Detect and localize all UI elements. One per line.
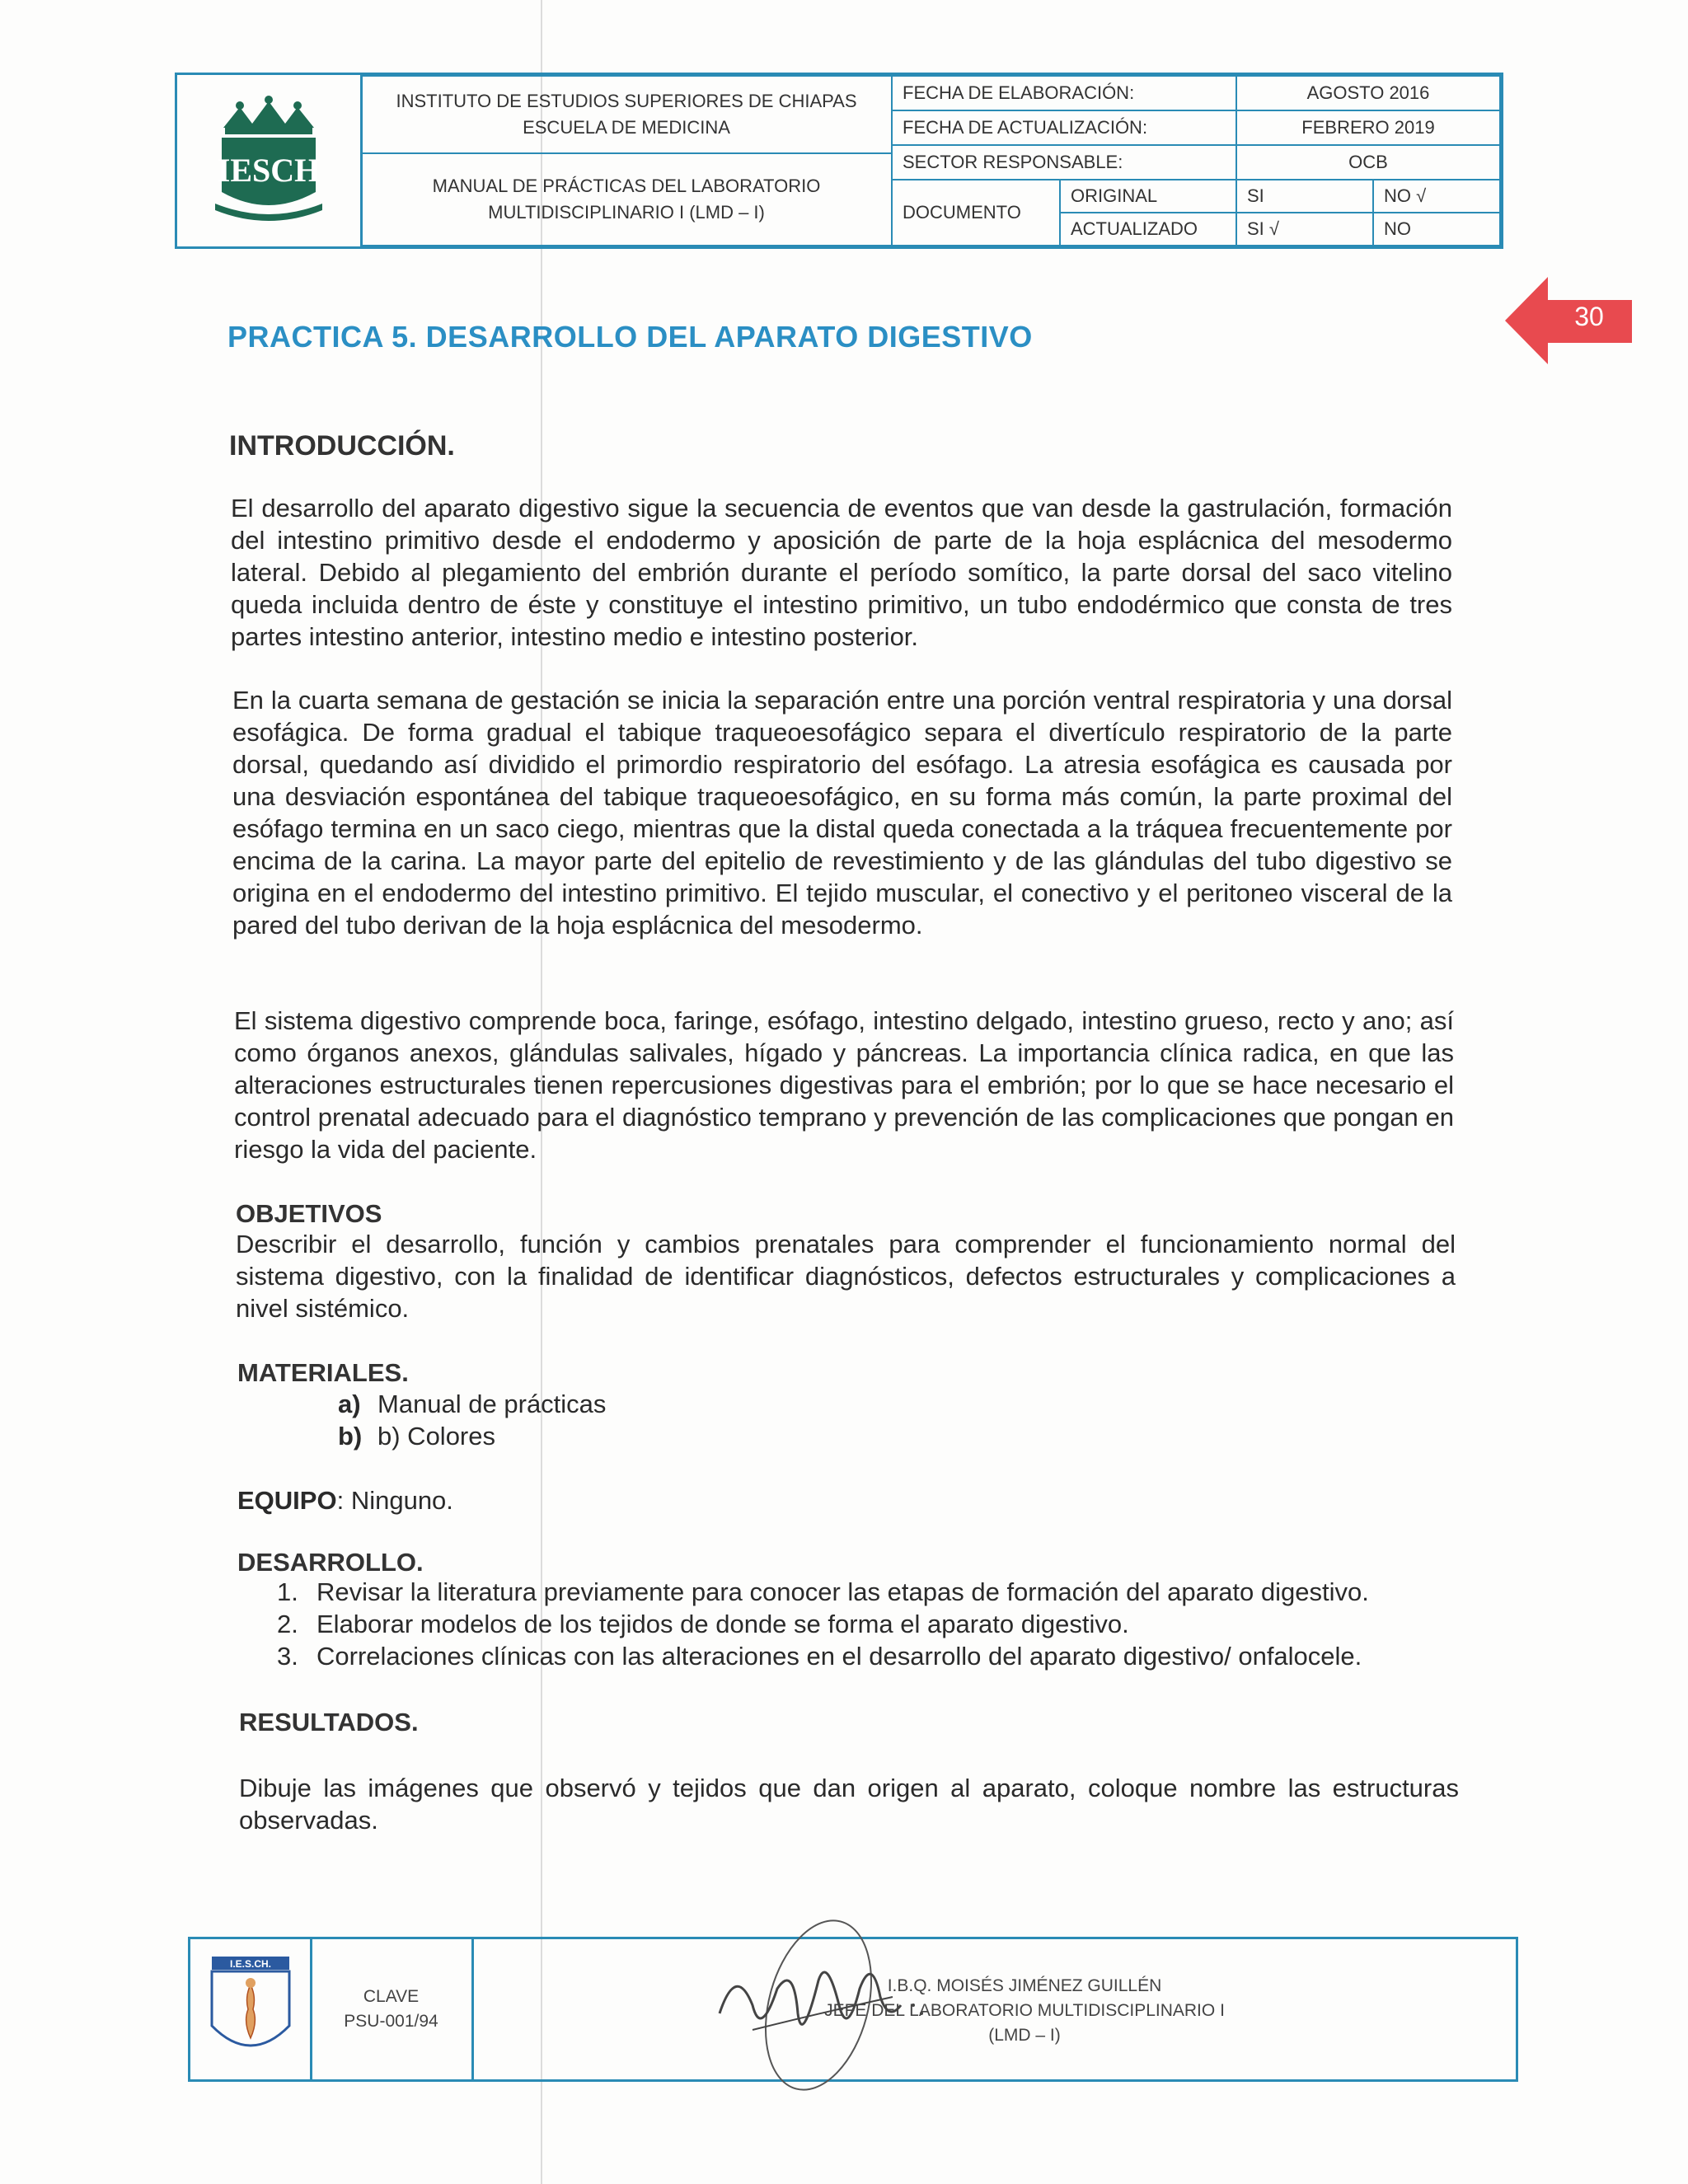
sector-value: OCB xyxy=(1236,144,1501,180)
svg-text:IESCH: IESCH xyxy=(217,152,321,189)
footer-seal-cell xyxy=(190,1939,312,2079)
documento-label: DOCUMENTO xyxy=(891,179,1061,246)
institution-seal-icon xyxy=(205,1952,296,2067)
clave-value: PSU-001/94 xyxy=(344,2012,438,2031)
equipo-line: EQUIPO: Ninguno. xyxy=(237,1486,453,1515)
desarrollo-heading: DESARROLLO. xyxy=(237,1548,424,1577)
intro-paragraph-1: El desarrollo del aparato digestivo sigue la secuencia de eventos que van desde la gastrulación, formación del intestino primitivo desde el endodermo y aposición de parte de la hoja esplácnica del mesodermo lateral. Debido al plegamiento del embrión durante el período somítico, la parte dorsal del saco vitelino queda incluida dentro de éste y constituye el intestino primitivo, un tubo endodérmico que consta de tres partes intestino anterior, intestino medio e intestino posterior. xyxy=(231,494,1452,651)
institution-name: INSTITUTO DE ESTUDIOS SUPERIORES DE CHIAPAS xyxy=(396,91,857,111)
actualizado-no: NO xyxy=(1372,212,1501,246)
intro-paragraph-2: En la cuarta semana de gestación se inicia la separación entre una porción ventral respiratoria y una dorsal esofágica. De forma gradual el tabique traqueoesofágico separa el divertículo respiratorio de la parte dorsal, quedando así dividido el primordio respiratorio del esófago. La atresia esofágica es causada por una desviación espontánea del tabique traqueoesofágico, en su forma más común, la parte proximal del esófago termina en un saco ciego, mientras que la distal queda conectada a la tráquea frecuentemente por encima de la carina. La mayor parte del epitelio de revestimiento y de las glándulas del tubo digestivo se origina en el endodermo del intestino primitivo. El tejido muscular, el conectivo y el peritoneo visceral de la pared del tubo derivan de la hoja esplácnica del mesodermo. xyxy=(232,686,1452,940)
practice-title: PRACTICA 5. DESARROLLO DEL APARATO DIGESTIVO xyxy=(227,320,1033,354)
intro-paragraph-3: El sistema digestivo comprende boca, faringe, esófago, intestino delgado, intestino grueso, recto y ano; así como órganos anexos, glándulas salivales, hígado y páncreas. La importancia clínica radica, en que las alteraciones estructurales tienen repercusiones digestivas para el embrión; por lo que se hace necesario el control prenatal adecuado para el diagnóstico temprano y prevención de las complicaciones que pongan en riesgo la vida del paciente. xyxy=(234,1006,1454,1164)
clave-label: CLAVE xyxy=(363,1987,420,2006)
fecha-elaboracion-value: AGOSTO 2016 xyxy=(1236,75,1501,111)
svg-text:I.E.S.CH.: I.E.S.CH. xyxy=(229,1958,271,1970)
original-no: NO √ xyxy=(1372,179,1501,213)
materiales-item: b) b) Colores xyxy=(338,1422,495,1451)
desarrollo-step: 3. Correlaciones clínicas con las alteraciones en el desarrollo del aparato digestivo/ onfalocele. xyxy=(277,1642,1362,1671)
desarrollo-step: 1. Revisar la literatura previamente para conocer las etapas de formación del aparato digestivo. xyxy=(277,1577,1369,1606)
fecha-actualizacion-label: FECHA DE ACTUALIZACIÓN: xyxy=(891,110,1237,146)
signer-role: JEFE DEL LABORATORIO MULTIDISCIPLINARIO I xyxy=(824,2001,1225,2020)
document-header-table xyxy=(175,73,1503,249)
resultados-heading: RESULTADOS. xyxy=(239,1708,419,1736)
fecha-actualizacion-value: FEBRERO 2019 xyxy=(1236,110,1501,146)
school-name: ESCUELA DE MEDICINA xyxy=(523,117,730,138)
actualizado-si: SI √ xyxy=(1236,212,1374,246)
signer-name: I.B.Q. MOISÉS JIMÉNEZ GUILLÉN xyxy=(887,1976,1162,1995)
institution-logo xyxy=(177,75,363,246)
crown-logo-icon xyxy=(207,95,331,227)
resultados-text: Dibuje las imágenes que observó y tejidos que dan origen al aparato, coloque nombre las estructuras observadas. xyxy=(239,1774,1459,1835)
sector-label: SECTOR RESPONSABLE: xyxy=(891,144,1237,180)
materiales-item: a) Manual de prácticas xyxy=(338,1390,607,1418)
institution-name-cell xyxy=(360,75,893,154)
signer-lab: (LMD – I) xyxy=(988,2026,1061,2045)
manual-title: MANUAL DE PRÁCTICAS DEL LABORATORIO xyxy=(432,176,821,196)
intro-heading: INTRODUCCIÓN. xyxy=(229,430,455,462)
footer-signature-cell xyxy=(472,1939,1516,2079)
footer-clave-cell xyxy=(311,1939,474,2079)
materiales-heading: MATERIALES. xyxy=(237,1358,409,1387)
fecha-elaboracion-label: FECHA DE ELABORACIÓN: xyxy=(891,75,1237,111)
document-footer xyxy=(188,1937,1518,2082)
actualizado-label: ACTUALIZADO xyxy=(1059,212,1237,246)
manual-subtitle: MULTIDISCIPLINARIO I (LMD – I) xyxy=(488,202,765,223)
original-label: ORIGINAL xyxy=(1059,179,1237,213)
objetivos-heading: OBJETIVOS xyxy=(236,1199,382,1228)
original-si: SI xyxy=(1236,179,1374,213)
desarrollo-step: 2. Elaborar modelos de los tejidos de donde se forma el aparato digestivo. xyxy=(277,1610,1129,1638)
page-number: 30 xyxy=(1574,301,1604,331)
manual-name-cell xyxy=(360,152,893,246)
objetivos-text: Describir el desarrollo, función y cambios prenatales para comprender el funcionamiento normal del sistema digestivo, con la finalidad de identificar diagnósticos, defectos estructurales y complicaciones a nivel sistémico. xyxy=(236,1230,1456,1323)
